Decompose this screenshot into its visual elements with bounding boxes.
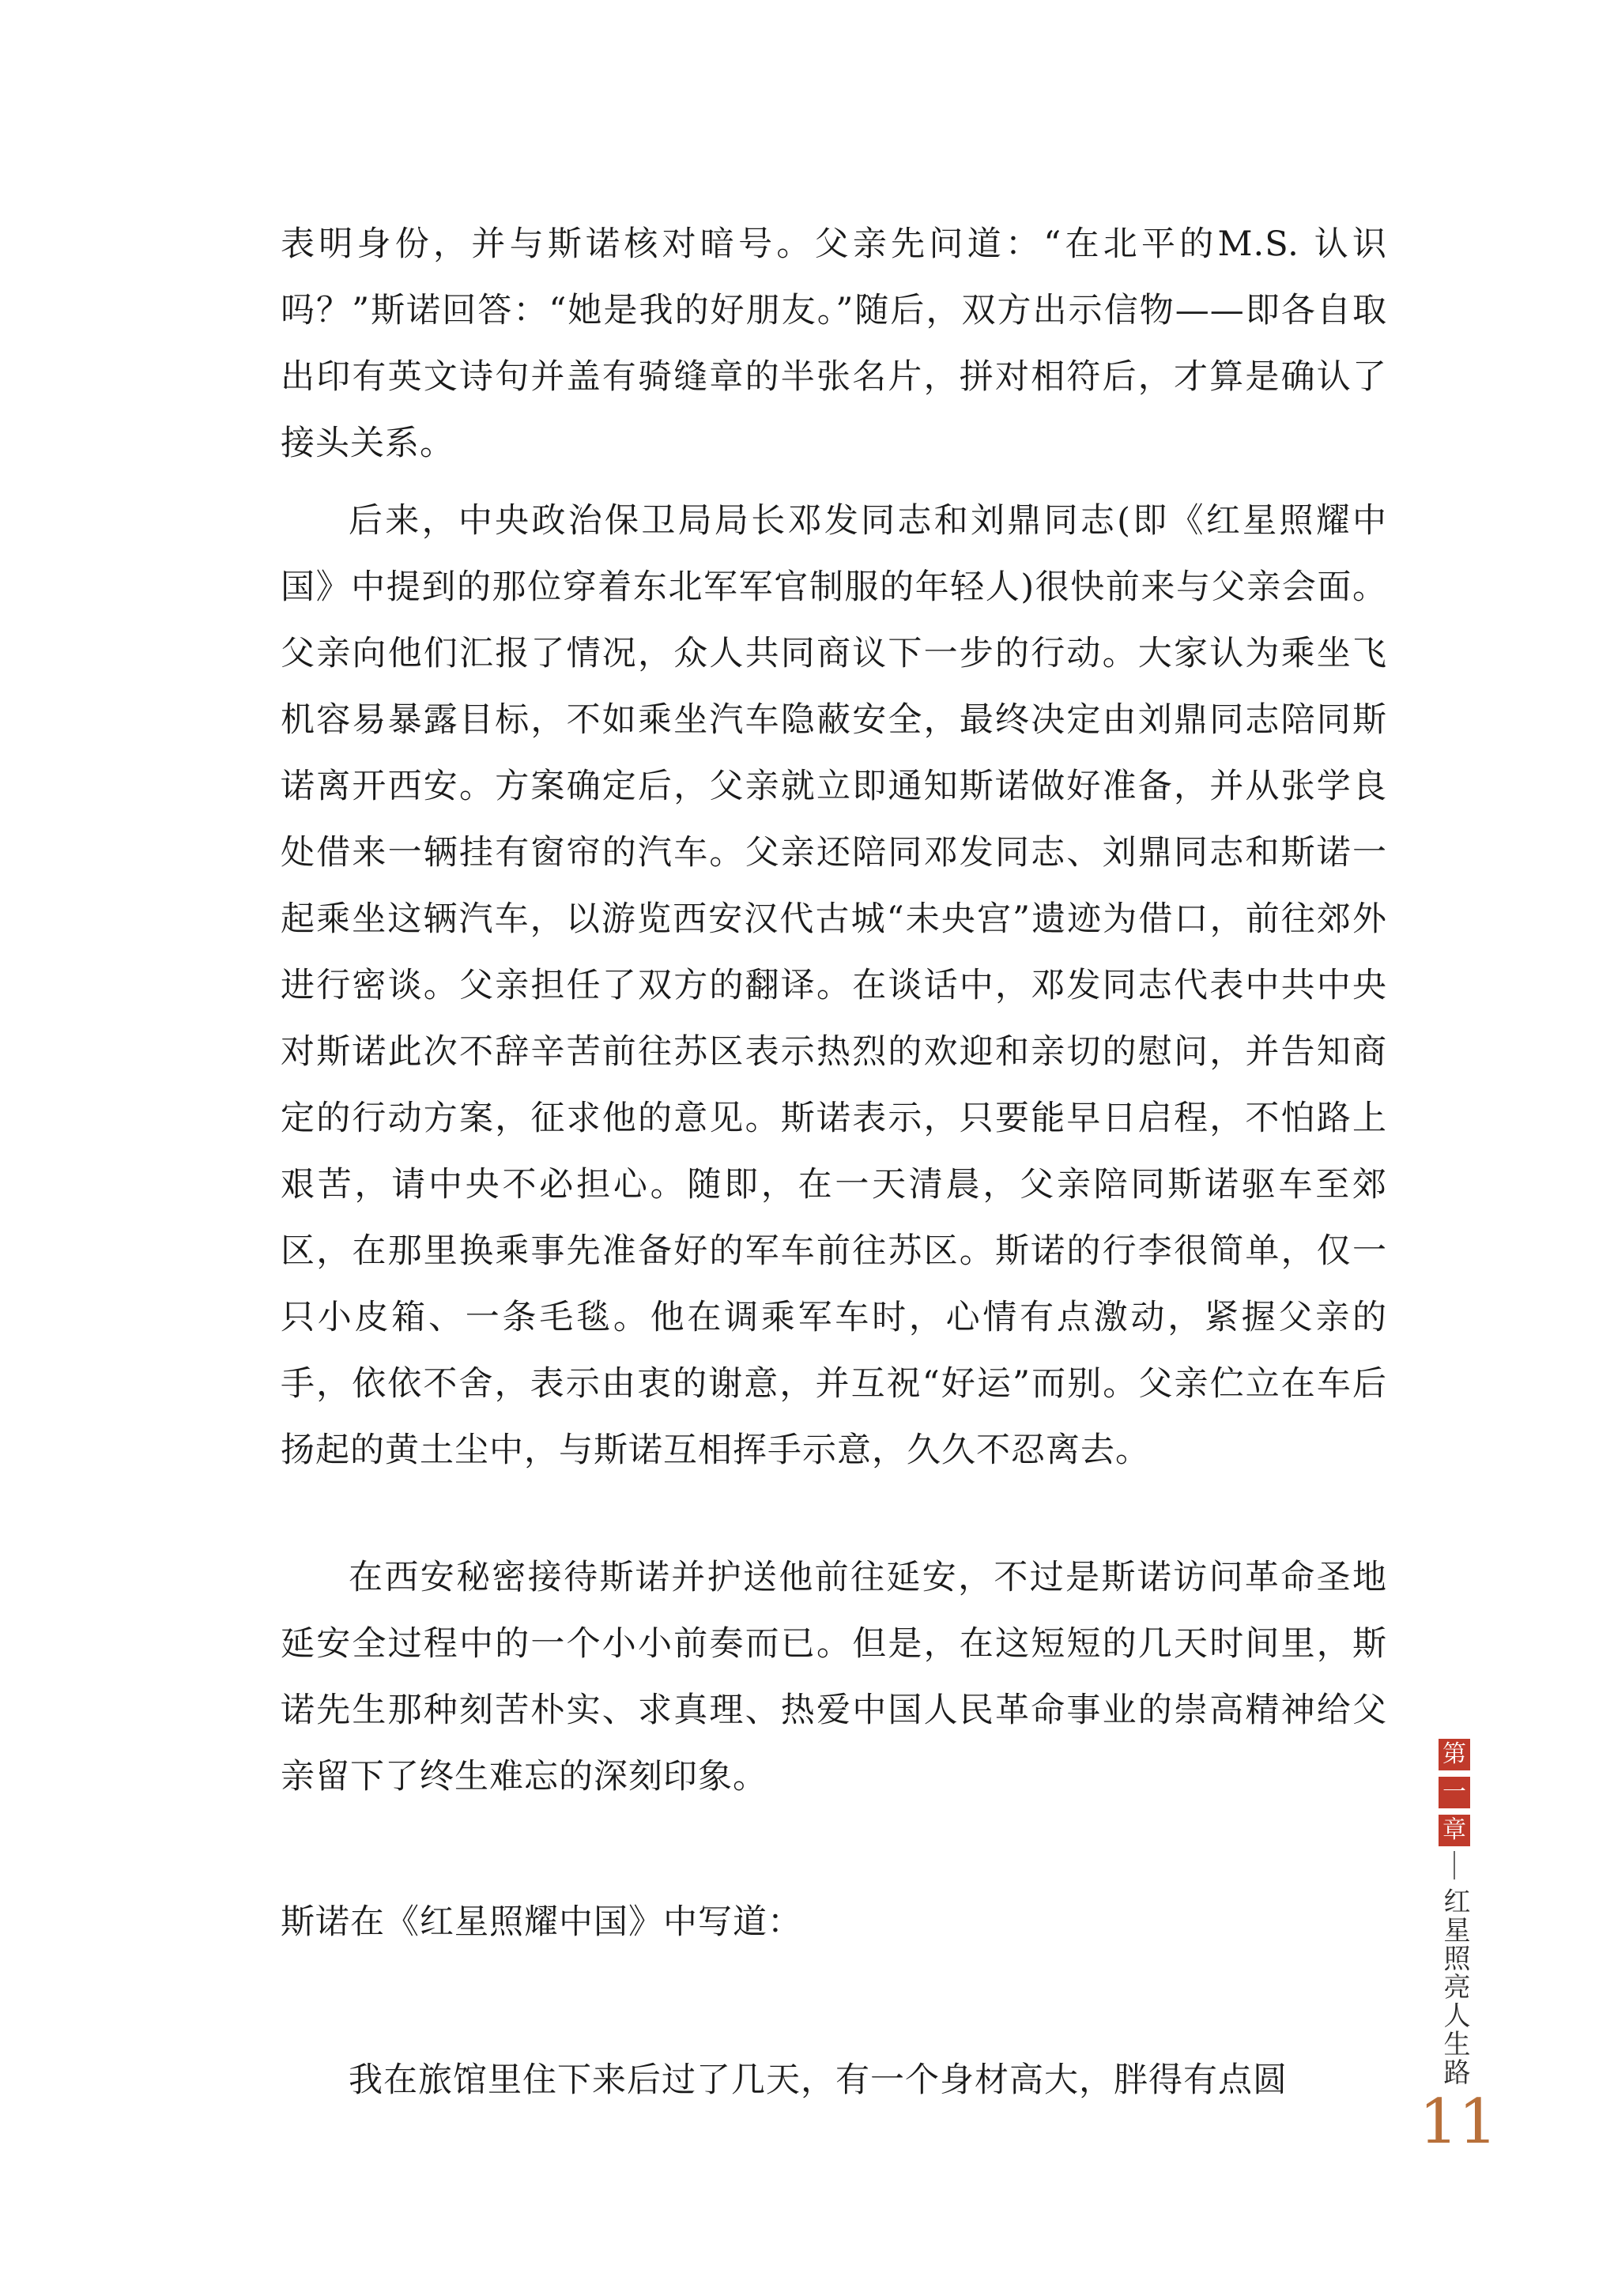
chapter-marker-char-3: 章: [1439, 1815, 1470, 1846]
chapter-divider: [1454, 1851, 1455, 1879]
quote-intro: 斯诺在《红星照耀中国》中写道：: [281, 1902, 802, 1942]
quote-paragraph: 我在旅馆里住下来后过了几天，有一个身材高大，胖得有点圆: [349, 2060, 1288, 2100]
chapter-marker-char-1: 第: [1439, 1739, 1470, 1770]
chapter-title: 红星照亮人生路: [1439, 1887, 1470, 2087]
body-paragraph-2: 后来，中央政治保卫局局长邓发同志和刘鼎同志(即《红星照耀中国》中提到的那位穿着东北军军官制服的年轻人)很快前来与父亲会面。父亲向他们汇报了情况，众人共同商议下一步的行动。大家认为乘坐飞机容易暴露目标，不如乘坐汽车隐蔽安全，最终决定由刘鼎同志陪同斯诺离开西安。方案确定后，父亲就立即通知斯诺做好准备，并从张学良处借来一辆挂有窗帘的汽车。父亲还陪同邓发同志、刘鼎同志和斯诺一起乘坐这辆汽车，以游览西安汉代古城“未央宫”遗迹为借口，前往郊外进行密谈。父亲担任了双方的翻译。在谈话中，邓发同志代表中共中央对斯诺此次不辞辛苦前往苏区表示热烈的欢迎和亲切的慰问，并告知商定的行动方案，征求他的意见。斯诺表示，只要能早日启程，不怕路上艰苦，请中央不必担心。随即，在一天清晨，父亲陪同斯诺驱车至郊区，在那里换乘事先准备好的军车前往苏区。斯诺的行李很简单，仅一只小皮箱、一条毛毯。他在调乘军车时，心情有点激动，紧握父亲的手，依依不舍，表示由衷的谢意，并互祝“好运”而别。父亲伫立在车后扬起的黄土尘中，与斯诺互相挥手示意，久久不忍离去。: [281, 501, 1387, 1470]
page-number: 11: [1419, 2087, 1498, 2158]
body-paragraph-3: 在西安秘密接待斯诺并护送他前往延安，不过是斯诺访问革命圣地延安全过程中的一个小小前奏而已。但是，在这短短的几天时间里，斯诺先生那种刻苦朴实、求真理、热爱中国人民革命事业的崇高精神给父亲留下了终生难忘的深刻印象。: [281, 1558, 1387, 1796]
body-paragraph-1: 表明身份，并与斯诺核对暗号。父亲先问道：“在北平的M.S. 认识吗？”斯诺回答：“她是我的好朋友。”随后，双方出示信物——即各自取出印有英文诗句并盖有骑缝章的半张名片，拼对相符后，才算是确认了接头关系。: [281, 224, 1387, 463]
chapter-marker-char-2: 一: [1439, 1777, 1470, 1808]
